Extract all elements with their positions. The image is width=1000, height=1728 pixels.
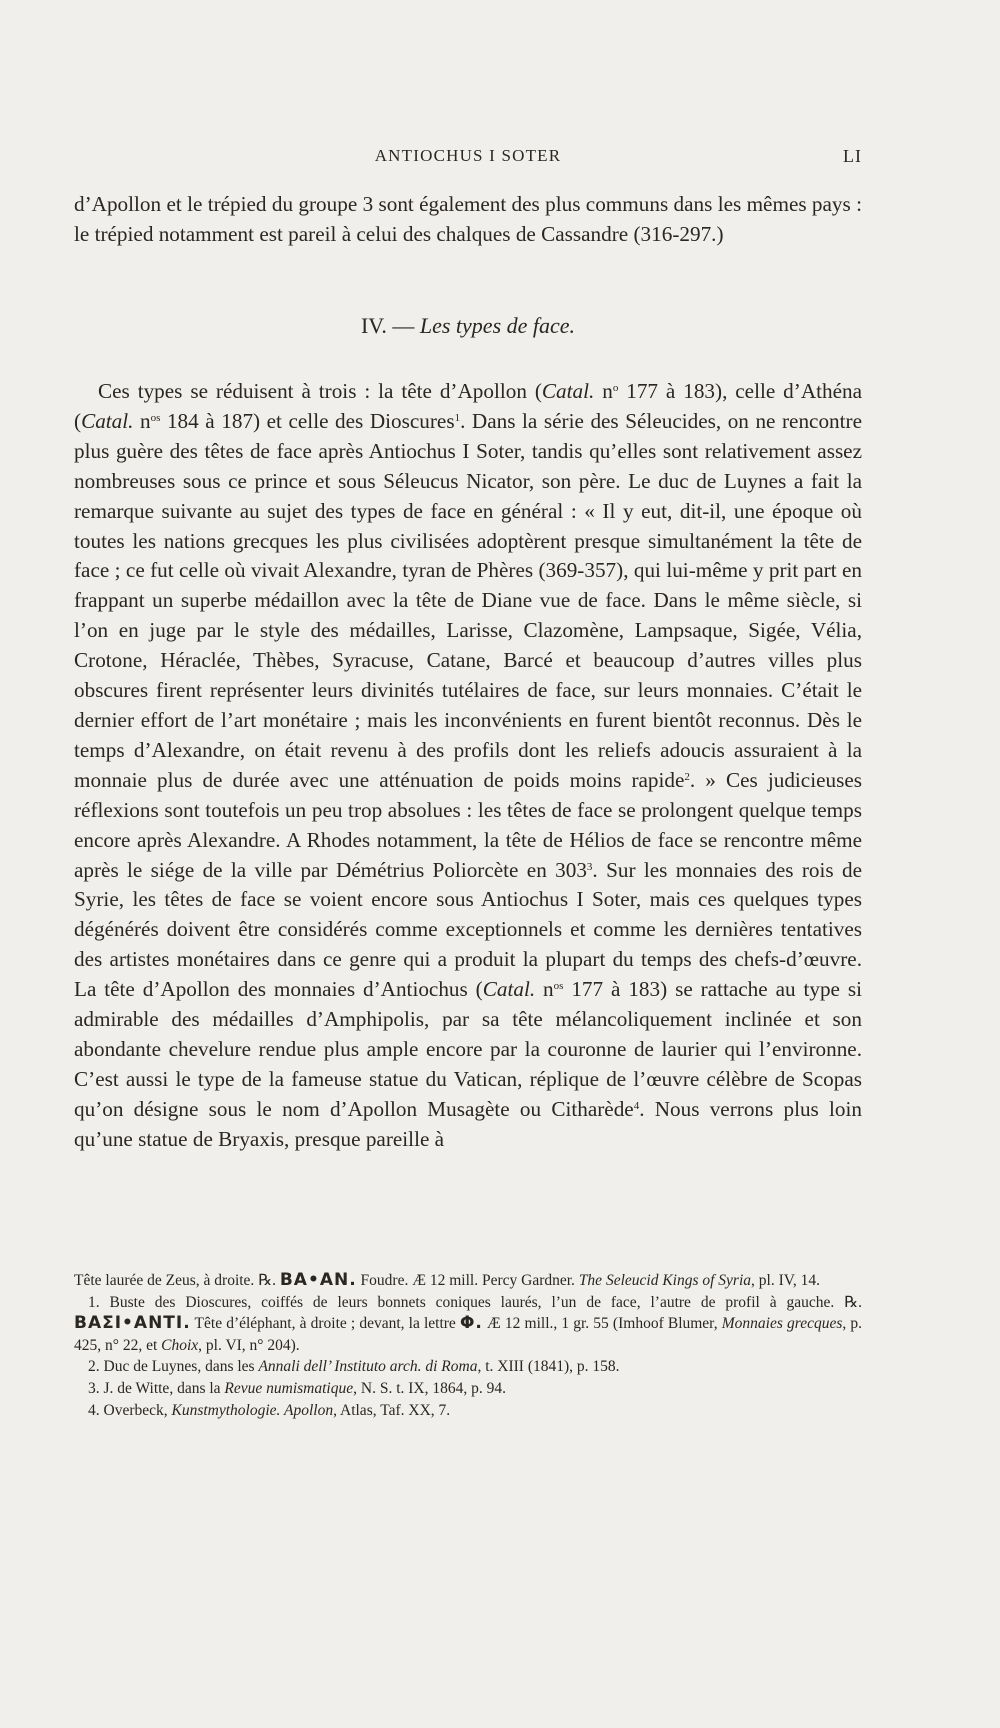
footnote-italic: Annali dell’ Instituto arch. di Roma <box>258 1358 478 1376</box>
footnote-3 <box>74 1378 862 1400</box>
footnote-text: Tête laurée de Zeus, à droite. <box>74 1272 259 1289</box>
footnote-text: , Atlas, Taf. XX, 7. <box>333 1401 451 1419</box>
paragraph-types-de-face <box>74 377 862 1155</box>
text-run: 184 à 187) et celle des Dioscures <box>160 408 455 433</box>
footnote-text: , pl. IV, 14. <box>751 1272 821 1289</box>
footnote-text: , t. XIII (1841), p. 158. <box>477 1358 620 1376</box>
footnote-text: , N. S. t. IX, 1864, p. 94. <box>353 1379 506 1397</box>
page-number: LI <box>843 146 862 166</box>
footnote-italic: Revue numismatique <box>224 1379 354 1397</box>
text-run: . » Ces judicieuses réflexions sont toutefois un peu trop absolues : les têtes de face se prolongent quelque temps encore après Alexandre. A Rhodes notamment, la tête de Hélios de face se rencontre même après le siége de la ville par Démétrius Poliorcète en 303 <box>74 767 862 882</box>
footnote-continuation <box>74 1270 862 1292</box>
footnote-italic: The Seleucid Kings of Syria <box>578 1272 752 1289</box>
paragraph-continuation: d’Apollon et le trépied du groupe 3 sont également des plus communs dans les mêmes pays : le trépied notamment est pareil à celui des chalques de Cassandre (316-297.) <box>74 192 862 246</box>
numero-abbrev: n <box>543 977 554 1002</box>
footnote-number: 2. <box>88 1358 100 1376</box>
text-run: 177 à 183), celle d’Athéna ( <box>74 379 862 433</box>
footnote-text: Buste des Dioscures, coiffés de leurs bonnets coniques laurés, l’un de face, l’autre de profil à gauche. <box>99 1293 845 1311</box>
footnote-1 <box>74 1292 862 1357</box>
footnote-text: Tête d’éléphant, à droite ; devant, la lettre <box>190 1315 460 1333</box>
footnote-italic: Choix <box>161 1336 199 1354</box>
section-number: IV. <box>360 313 387 338</box>
footnote-ref-3[interactable]: 3 <box>586 860 593 873</box>
footnote-text: Duc de Luynes, dans les <box>99 1358 259 1376</box>
section-heading <box>74 313 862 339</box>
footnotes <box>74 1270 862 1421</box>
footnote-text: Foudre. Æ 12 mill. Percy Gardner. <box>356 1272 579 1289</box>
numero-sup: os <box>553 980 564 993</box>
reverse-symbol: ℞. <box>844 1293 862 1311</box>
footnote-text: , p. 425, n° 22, et <box>74 1315 863 1354</box>
footnote-number: 4. <box>88 1401 100 1419</box>
footnote-text: J. de Witte, dans la <box>99 1379 225 1397</box>
running-head <box>74 146 862 172</box>
footnote-text: , pl. VI, n° 204). <box>198 1336 300 1354</box>
footnote-2 <box>74 1356 862 1378</box>
numero-abbrev: n <box>140 408 151 433</box>
text-run: . Nous verrons plus loin qu’une statue de Bryaxis, presque pareille à <box>74 1096 862 1151</box>
footnote-ref-1[interactable]: 1 <box>454 411 461 424</box>
footnote-text: Overbeck, <box>99 1401 172 1419</box>
footnote-number: 3. <box>88 1379 100 1397</box>
reverse-symbol: ℞. <box>258 1272 276 1289</box>
footnote-italic: Kunstmythologie. Apollon <box>171 1401 334 1419</box>
greek-legend: BA•AN. <box>279 1270 357 1290</box>
catal-abbrev: Catal. <box>482 977 536 1002</box>
footnote-ref-2[interactable]: 2 <box>684 770 690 783</box>
text-run: . Dans la série des Séleucides, on ne rencontre plus guère des têtes de face après Antiochus I Soter, tandis qu’elles sont relativement assez nombreuses sous ce prince et sous Séleucus Nicator, son père. Le duc de Luynes a fait la remarque suivante au sujet des types de face en général : « Il y eut, dit-il, une époque où toutes les nations grecques les plus civilisées adoptèrent presque simultanément la tête de face ; ce fut celle où vivait Alexandre, tyran de Phères (369-357), qui lui-même y prit part en frappant un superbe médaillon avec la tête de Diane vue de face. Dans le même siècle, si l’on en juge par le style des médailles, Larisse, Clazomène, Lampsaque, Sigée, Vélia, Crotone, Héraclée, Thèbes, Syracuse, Catane, Barcé et beaucoup d’autres villes plus obscures firent représenter leurs divinités tutélaires de face, sur leurs monnaies. C’était le dernier effort de l’art monétaire ; mais les inconvénients en furent bientôt reconnus. Dès le temps d’Alexandre, on était revenu à des profils dont les reliefs adoucis assuraient à la monnaie plus de durée avec une atténuation de poids moins rapide <box>74 408 862 792</box>
text-run: . Sur les monnaies des rois de Syrie, les têtes de face se voient encore sous Antiochus I Soter, mais ces quelques types dégénérés doivent être considérés comme exceptionnels et comme les dernières tentatives des artistes monétaires dans ce genre qui a produit la plupart du temps des chefs-d’œuvre. La tête d’Apollon des monnaies d’Antiochus ( <box>74 857 862 1002</box>
footnote-text: Æ 12 mill., 1 gr. 55 (Imhoof Blumer, <box>482 1315 722 1333</box>
numero-abbrev: n <box>602 379 613 403</box>
section-dash: — <box>392 313 415 338</box>
footnote-number: 1. <box>88 1293 100 1311</box>
numero-sup: os <box>150 411 161 424</box>
catal-abbrev: Catal. <box>81 408 134 433</box>
catal-abbrev: Catal. <box>541 379 595 403</box>
footnote-italic: Monnaies grecques <box>721 1315 843 1333</box>
text-run: Ces types se réduisent à trois : la tête d’Apollon ( <box>98 379 542 403</box>
footnote-ref-4[interactable]: 4 <box>633 1099 640 1112</box>
section-title: Les types de face. <box>419 313 576 338</box>
greek-legend: BAΣI•ANTI. <box>74 1313 191 1334</box>
footnote-4 <box>74 1400 862 1422</box>
numero-sup: o <box>612 382 619 394</box>
greek-letter-phi: Φ. <box>459 1313 483 1334</box>
text-run: 177 à 183) se rattache au type si admirable des médailles d’Amphipolis, par sa tête mélancoliquement inclinée et son abondante chevelure rendue plus ample encore par la couronne de laurier qui l’environne. C’est aussi le type de la fameuse statue du Vatican, réplique de l’œuvre célèbre de Scopas qu’on désigne sous le nom d’Apollon Musagète ou Citharède <box>74 977 863 1121</box>
running-title: ANTIOCHUS I SOTER <box>374 146 562 165</box>
